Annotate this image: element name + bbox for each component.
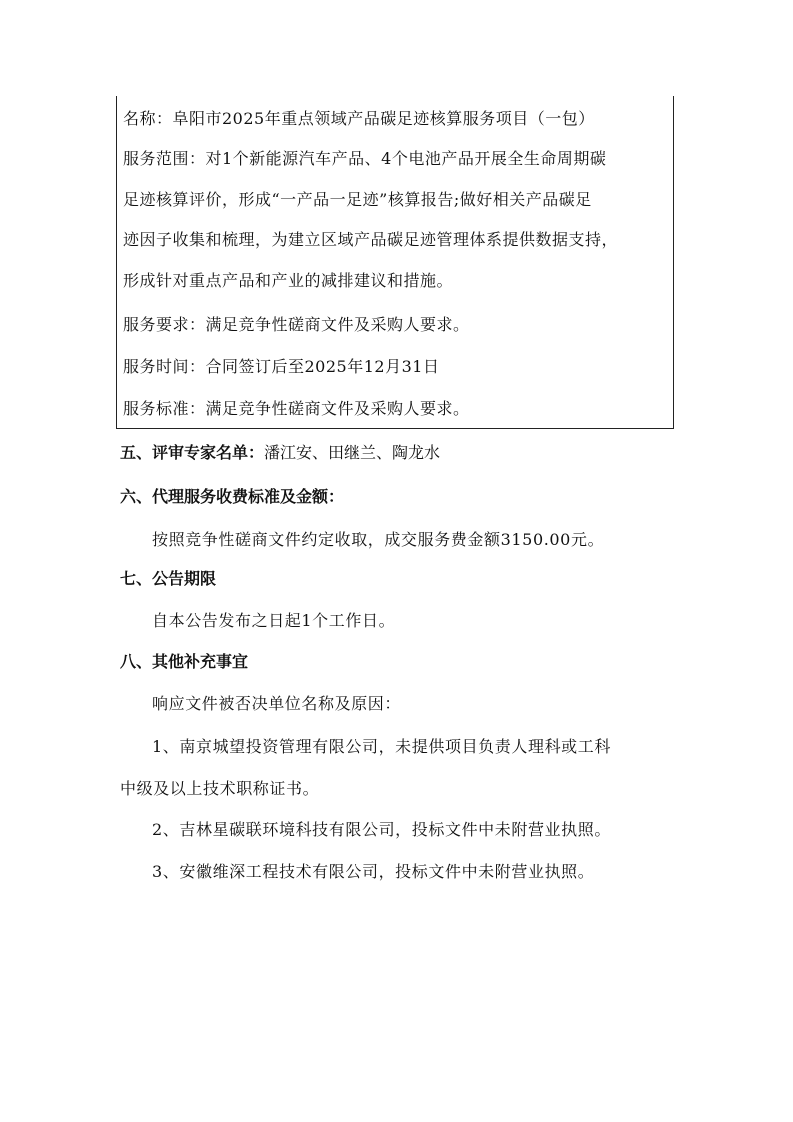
service-scope-line-2: 足迹核算评价，形成“一产品一足迹”核算报告;做好相关产品碳足 xyxy=(123,190,592,209)
rejected-item-1: 1、南京城望投资管理有限公司，未提供项目负责人理科或工科 xyxy=(152,737,611,756)
service-scope-line-3: 迹因子收集和梳理，为建立区域产品碳足迹管理体系提供数据支持， xyxy=(123,230,619,249)
service-scope-line-4: 形成针对重点产品和产业的减排建议和措施。 xyxy=(123,271,454,290)
rejected-item-2: 2、吉林星碳联环境科技有限公司，投标文件中未附营业执照。 xyxy=(152,820,611,839)
section6-heading: 六、代理服务收费标准及金额： xyxy=(120,487,345,506)
section6-body: 按照竞争性磋商文件约定收取，成交服务费金额3150.00元。 xyxy=(152,530,605,549)
expert-names: 潘江安、田继兰、陶龙水 xyxy=(264,443,441,462)
service-time-line: 服务时间：合同签订后至2025年12月31日 xyxy=(123,357,440,376)
section5-title: 五、评审专家名单： xyxy=(120,443,265,462)
service-scope-line-1: 服务范围：对1个新能源汽车产品、4个电池产品开展全生命周期碳 xyxy=(123,149,607,168)
section5-heading xyxy=(120,443,440,463)
project-name-line: 名称：阜阳市2025年重点领域产品碳足迹核算服务项目（一包） xyxy=(123,109,595,128)
section8-intro: 响应文件被否决单位名称及原因： xyxy=(152,694,402,713)
service-details-box xyxy=(116,96,674,429)
rejected-item-1-cont: 中级及以上技术职称证书。 xyxy=(120,779,320,798)
service-standard-line: 服务标准：满足竞争性磋商文件及采购人要求。 xyxy=(123,399,470,418)
section7-body: 自本公告发布之日起1个工作日。 xyxy=(152,611,396,630)
section7-heading: 七、公告期限 xyxy=(120,569,217,588)
service-requirement-line: 服务要求：满足竞争性磋商文件及采购人要求。 xyxy=(123,315,470,334)
section8-heading: 八、其他补充事宜 xyxy=(120,652,249,671)
rejected-item-3: 3、安徽维深工程技术有限公司，投标文件中未附营业执照。 xyxy=(152,862,595,881)
